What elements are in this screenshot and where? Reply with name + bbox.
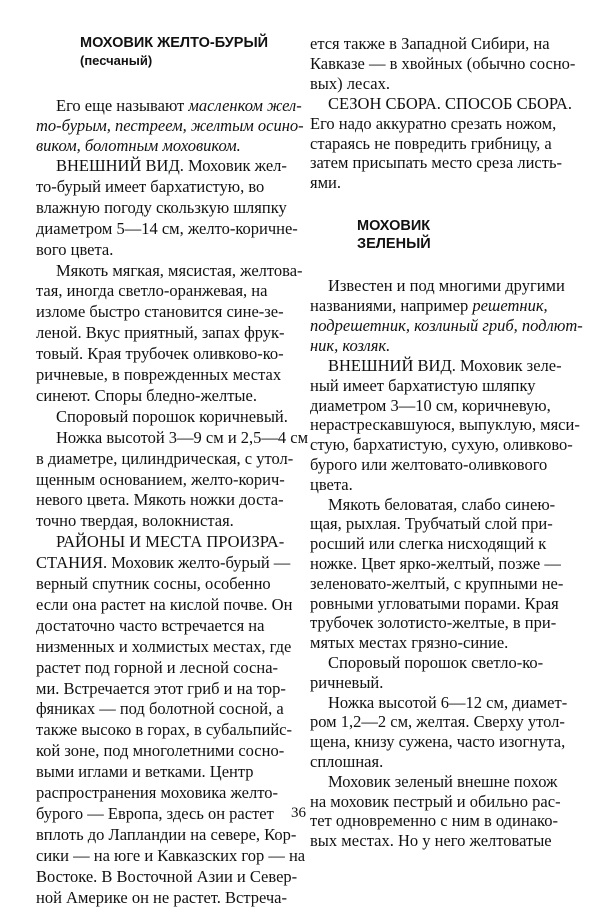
text-line: точно твердая, волокнистая. xyxy=(36,511,234,531)
text-line: Моховик зеленый внешне похож xyxy=(328,771,558,791)
text-line: Кавказе — в хвойных (обычно сосно- xyxy=(310,53,576,73)
text-line: СЕЗОН СБОРА. СПОСОБ СБОРА. xyxy=(328,93,572,113)
text-line: росший или слегка нисходящий к xyxy=(310,534,547,554)
text-line: ножке. Цвет ярко-желтый, позже — xyxy=(310,554,561,573)
text-line: Ножка высотой 6—12 см, диамет- xyxy=(328,692,568,712)
text-line: щенным основанием, желто-корич- xyxy=(36,469,285,489)
text-line: ями. xyxy=(310,173,341,193)
right-section-title-line2: ЗЕЛЕНЫЙ xyxy=(357,236,431,252)
text-line: вых) лесах. xyxy=(310,73,390,93)
text-line: изломе быстро становится сине-зе- xyxy=(36,302,284,322)
text-line: тет одновременно с ним в одинако- xyxy=(310,811,558,831)
text-line: товый. Края трубочек оливково-ко- xyxy=(36,344,284,364)
text-line: ется также в Западной Сибири, на xyxy=(310,34,550,53)
text-line: ВНЕШНИЙ ВИД. Моховик жел- xyxy=(56,156,287,175)
text-line: Споровый порошок светло-ко- xyxy=(328,653,544,672)
text-line: трубочек золотисто-желтые, в при- xyxy=(310,613,557,633)
text-line: бурого — Европа, здесь он растет xyxy=(36,803,274,823)
text-line: то-бурый имеет бархатистую, во xyxy=(36,176,265,196)
right-intro-line: подрешетник, козлиный гриб, подлют- xyxy=(310,316,583,335)
text-line: стараясь не повредить грибницу, а xyxy=(310,133,552,153)
text-line: стую, бархатистую, сухую, оливково- xyxy=(310,435,573,455)
text-line: Мякоть беловатая, слабо синею- xyxy=(328,494,556,514)
text-line: РАЙОНЫ И МЕСТА ПРОИЗРА- xyxy=(56,532,285,552)
text-line: ми. Встречается этот гриб и на тор- xyxy=(36,678,286,698)
text-line: диаметром 5—14 см, желто-коричне- xyxy=(36,218,298,238)
left-intro-line: то-бурым, пестреем, желтым осино- xyxy=(36,116,304,135)
text-line: ричневые, в поврежденных местах xyxy=(36,365,282,384)
text-line: сплошная. xyxy=(310,752,384,771)
text-line: вплоть до Лапландии на севере, Кор- xyxy=(36,824,297,844)
text-line: цвета. xyxy=(310,474,353,494)
left-intro-line: Его еще называют масленком жел- xyxy=(56,96,302,115)
text-line: распространения моховика желто- xyxy=(36,783,278,802)
text-line: достаточно часто встречается на xyxy=(36,615,265,635)
right-section-title-line1: МОХОВИК xyxy=(357,218,431,234)
right-intro-line: названиями, например решетник, xyxy=(310,296,548,315)
text-line: СТАНИЯ. Моховик желто-бурый — xyxy=(36,553,291,573)
left-section-subtitle: (песчаный) xyxy=(80,53,153,68)
text-line: ричневый. xyxy=(310,672,384,692)
text-line: зеленовато-желтый, с крупными не- xyxy=(310,573,564,593)
page-number: 36 xyxy=(291,805,306,821)
text-line: ный имеет бархатистую шляпку xyxy=(310,375,536,395)
text-line: выми иглами и ветками. Центр xyxy=(36,762,254,782)
text-line: низменных и холмистых местах, где xyxy=(36,636,292,656)
text-line: ной Америке он не растет. Встреча- xyxy=(36,887,288,907)
text-line: щая, рыхлая. Трубчатый слой при- xyxy=(310,514,553,534)
text-line: вых местах. Но у него желтоватые xyxy=(310,831,552,851)
right-intro-line: Известен и под многими другими xyxy=(328,276,565,295)
text-line: ВНЕШНИЙ ВИД. Моховик зеле- xyxy=(328,356,562,375)
text-line: Споровый порошок коричневый. xyxy=(56,406,288,426)
text-line: фяниках — под болотной сосной, а xyxy=(36,699,284,719)
text-line: кой зоне, под многолетними сосно- xyxy=(36,741,285,761)
text-line: синеют. Споры бледно-желтые. xyxy=(36,385,257,405)
text-line: сики — на юге и Кавказских гор — на xyxy=(36,845,306,865)
text-line: Ножка высотой 3—9 см и 2,5—4 см xyxy=(56,427,309,447)
text-line: диаметром 3—10 см, коричневую, xyxy=(310,395,551,415)
text-line: Востоке. В Восточной Азии и Север- xyxy=(36,866,298,886)
text-line: нерастрескавшуюся, выпуклую, мяси- xyxy=(310,415,580,435)
text-line: невого цвета. Мякоть ножки доста- xyxy=(36,490,284,510)
text-line: влажную погоду скользкую шляпку xyxy=(36,197,287,217)
text-line: ром 1,2—2 см, желтая. Сверху утол- xyxy=(310,712,565,732)
left-section-title: МОХОВИК ЖЕЛТО-БУРЫЙ xyxy=(80,35,269,51)
text-line: тая, иногда светло-оранжевая, на xyxy=(36,281,268,301)
text-line: верный спутник сосны, особенно xyxy=(36,574,271,593)
text-line: щена, книзу сужена, часто изогнута, xyxy=(310,732,566,752)
text-line: леной. Вкус приятный, запах фрук- xyxy=(36,323,285,343)
text-line: Его надо аккуратно срезать ножом, xyxy=(310,113,557,133)
left-intro-line: виком, болотным моховиком. xyxy=(36,136,241,155)
text-line: затем присыпать место среза листь- xyxy=(310,153,562,173)
text-line: также высоко в горах, в субальпийс- xyxy=(36,720,292,740)
text-line: мятых местах грязно-синие. xyxy=(310,633,509,653)
text-line: на моховик пестрый и обильно рас- xyxy=(310,791,561,811)
right-intro-line: ник, козляк. xyxy=(310,336,391,355)
text-line: вого цвета. xyxy=(36,239,114,259)
text-line: бурого или желтовато-оливкового xyxy=(310,455,548,474)
text-line: в диаметре, цилиндрическая, с утол- xyxy=(36,448,294,468)
text-line: растет под горной и лесной сосна- xyxy=(36,657,279,677)
text-line: ровными угловатыми порами. Края xyxy=(310,593,559,613)
text-line: Мякоть мягкая, мясистая, желтова- xyxy=(56,260,303,280)
text-line: если она растет на кислой почве. Он xyxy=(36,594,293,614)
